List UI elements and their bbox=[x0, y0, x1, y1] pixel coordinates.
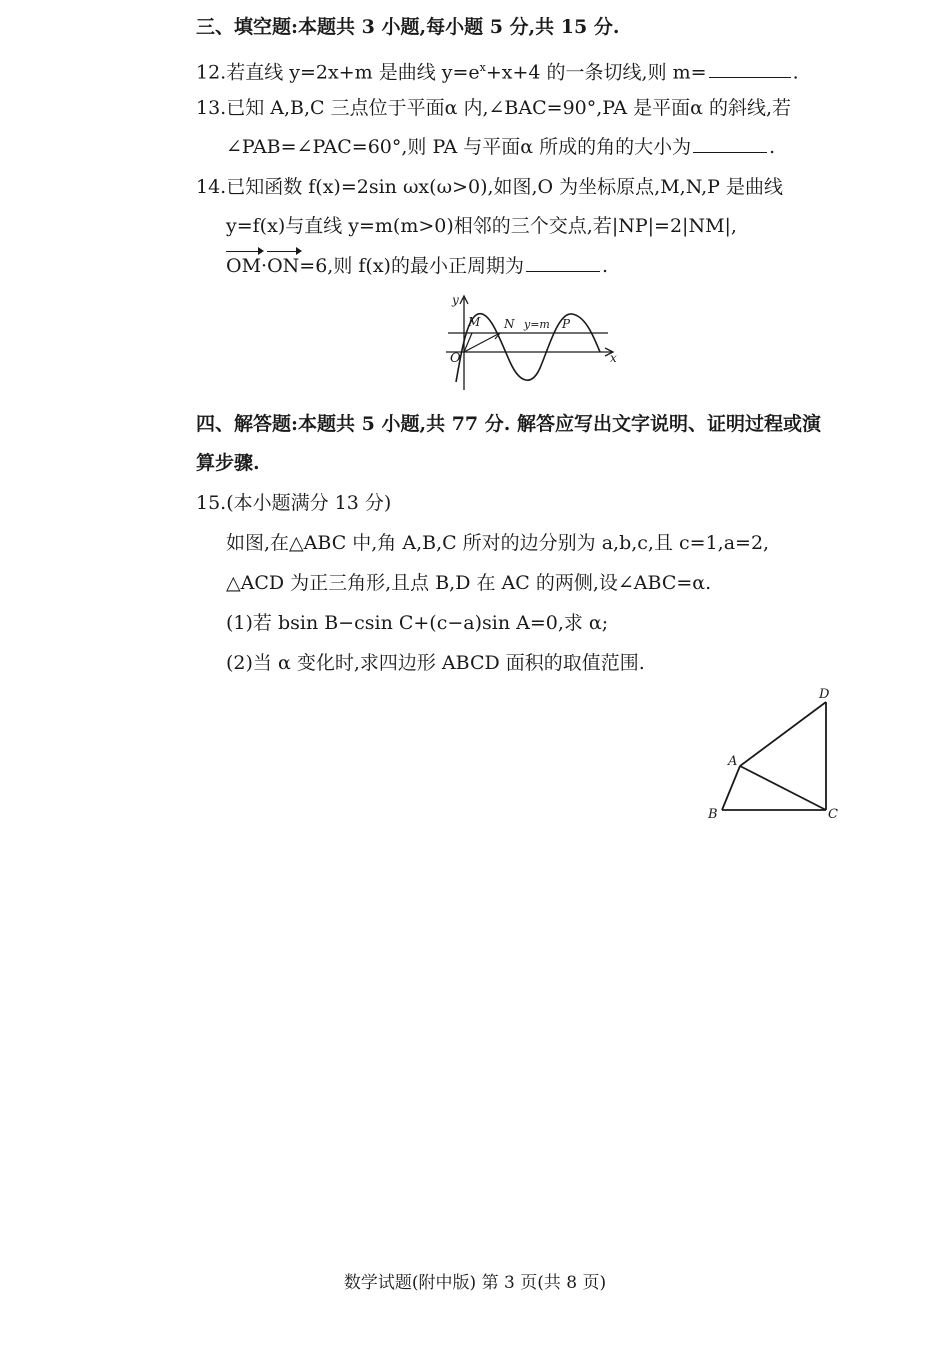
q12-exponent: x bbox=[479, 61, 486, 74]
q15-score: (本小题满分 13 分) bbox=[226, 492, 392, 514]
label-point-d: D bbox=[819, 687, 830, 702]
label-o: O bbox=[450, 351, 461, 366]
section4-heading-line2: 算步骤. bbox=[196, 452, 260, 474]
label-n: N bbox=[504, 317, 515, 331]
q12-label: 12. bbox=[196, 61, 227, 84]
vector-on-arrow bbox=[464, 333, 500, 352]
label-point-a: A bbox=[728, 754, 738, 769]
q15-part2: (2)当 α 变化时,求四边形 ABCD 面积的取值范围. bbox=[226, 652, 645, 674]
question-15-header bbox=[196, 490, 391, 516]
q12-answer-blank[interactable] bbox=[709, 59, 791, 78]
q12-end: . bbox=[792, 61, 799, 84]
question-13-line1 bbox=[196, 95, 791, 121]
q14-line1: 已知函数 f(x)=2sin ωx(ω>0),如图,O 为坐标原点,M,N,P 是曲线 bbox=[226, 176, 783, 198]
q14-answer-blank[interactable] bbox=[526, 253, 600, 272]
q13-end: . bbox=[769, 136, 776, 158]
label-m: M bbox=[468, 315, 481, 329]
q15-line2: △ACD 为正三角形,且点 B,D 在 AC 的两侧,设∠ABC=α. bbox=[226, 572, 712, 594]
label-line-y-equals-m: y=m bbox=[524, 318, 550, 331]
q12-text-a: 若直线 y=2x+m 是曲线 y=e bbox=[226, 61, 480, 84]
label-y: y bbox=[452, 293, 459, 307]
question-14-line1 bbox=[196, 174, 783, 200]
q13-line1: 已知 A,B,C 三点位于平面α 内,∠BAC=90°,PA 是平面α 的斜线,若 bbox=[226, 97, 791, 119]
q13-answer-blank[interactable] bbox=[693, 134, 767, 153]
q12-text-b: +x+4 的一条切线,则 m= bbox=[485, 61, 707, 84]
q14-line3-rest: =6,则 f(x)的最小正周期为 bbox=[299, 255, 524, 277]
q14-end: . bbox=[601, 255, 608, 277]
q15-part1: (1)若 bsin B−csin C+(c−a)sin A=0,求 α; bbox=[226, 612, 609, 634]
label-p: P bbox=[562, 317, 571, 331]
q15-line1: 如图,在△ABC 中,角 A,B,C 所对的边分别为 a,b,c,且 c=1,a=2, bbox=[226, 532, 770, 554]
label-point-c: C bbox=[828, 807, 838, 822]
q14-dot: · bbox=[261, 255, 268, 277]
segment-ac bbox=[740, 766, 826, 810]
q13-line2: ∠PAB=∠PAC=60°,则 PA 与平面α 所成的角的大小为 bbox=[226, 136, 692, 158]
q15-label: 15. bbox=[196, 492, 227, 514]
segment-ad bbox=[740, 702, 826, 766]
section4-heading-line1: 四、解答题:本题共 5 小题,共 77 分. 解答应写出文字说明、证明过程或演 bbox=[196, 413, 821, 435]
question-14-line2 bbox=[226, 213, 737, 239]
q14-sine-figure bbox=[440, 290, 625, 395]
segment-ab bbox=[722, 766, 740, 810]
q14-line2: y=f(x)与直线 y=m(m>0)相邻的三个交点,若|NP|=2|NM|, bbox=[226, 215, 737, 237]
section3-heading: 三、填空题:本题共 3 小题,每小题 5 分,共 15 分. bbox=[196, 16, 620, 38]
label-x: x bbox=[610, 351, 617, 365]
q14-label: 14. bbox=[196, 176, 227, 198]
label-point-b: B bbox=[708, 807, 718, 822]
question-13-line2 bbox=[226, 134, 775, 160]
vector-on: ON bbox=[267, 255, 300, 277]
q15-quadrilateral-figure bbox=[700, 684, 850, 824]
q13-label: 13. bbox=[196, 97, 227, 119]
question-12 bbox=[196, 55, 799, 85]
question-14-line3 bbox=[226, 253, 608, 279]
page-footer: 数学试题(附中版) 第 3 页(共 8 页) bbox=[343, 1273, 607, 1293]
vector-om: OM bbox=[226, 255, 262, 277]
